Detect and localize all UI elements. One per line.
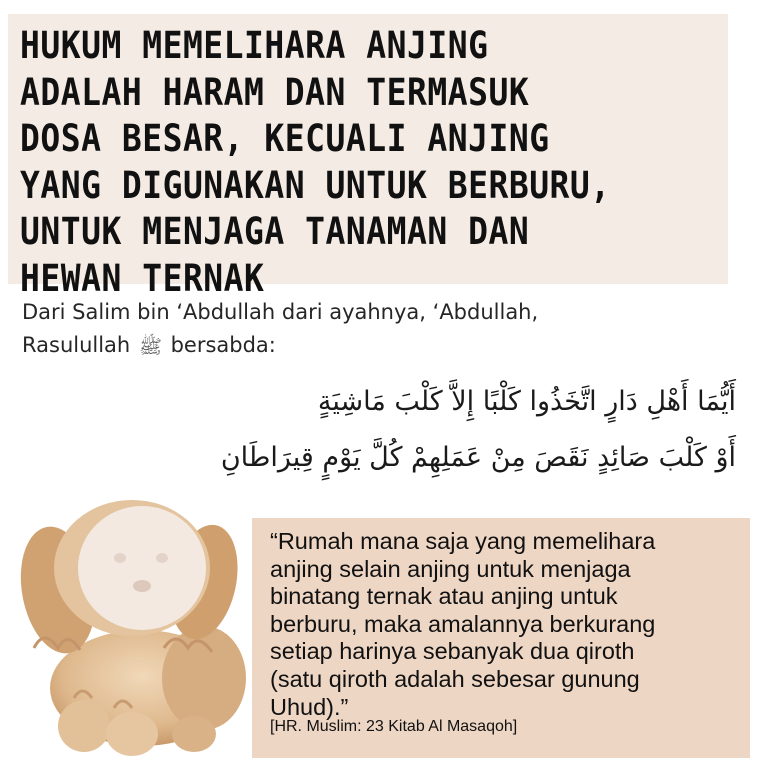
hadith-translation bbox=[270, 528, 748, 721]
headline-line: YANG DIGUNAKAN UNTUK BERBURU, bbox=[20, 162, 611, 207]
headline-line: DOSA BESAR, KECUALI ANJING bbox=[20, 116, 550, 160]
quote-line: “Rumah mana saja yang memelihara bbox=[270, 528, 656, 554]
headline-line: ADALAH HARAM DAN TERMASUK bbox=[20, 69, 530, 114]
hadith-citation: [HR. Muslim: 23 Kitab Al Masaqoh] bbox=[270, 718, 518, 735]
headline-line: HEWAN TERNAK bbox=[20, 255, 265, 300]
quote-line: setiap harinya sebanyak dua qiroth bbox=[270, 638, 635, 665]
quote-line: binatang ternak atau anjing untuk bbox=[270, 583, 618, 610]
headline-title bbox=[20, 22, 732, 301]
intro-line-1: Dari Salim bin ‘Abdullah dari ayahnya, ‘Abdullah, bbox=[22, 300, 539, 324]
headline-line: UNTUK MENJAGA TANAMAN DAN bbox=[20, 209, 530, 253]
arabic-line-1: أَيُّمَا أَهْلِ دَارٍ اتَّخَذُوا كَلْبًا إِلاَّ كَلْبَ مَاشِيَةٍ bbox=[317, 386, 736, 417]
puppy-icon bbox=[14, 498, 254, 760]
intro-bersabda: bersabda: bbox=[170, 333, 276, 357]
intro-line-2 bbox=[22, 329, 722, 364]
quote-line: anjing selain anjing untuk menjaga bbox=[270, 555, 631, 582]
hadith-intro bbox=[22, 296, 722, 364]
intro-rasulullah: Rasulullah bbox=[22, 333, 131, 357]
salawat-symbol: ﷺ bbox=[138, 336, 162, 358]
arabic-hadith bbox=[60, 374, 736, 486]
quote-line: Uhud).” bbox=[270, 693, 349, 720]
arabic-line-2: أَوْ كَلْبَ صَائِدٍ نَقَصَ مِنْ عَمَلِهِمْ كُلَّ يَوْمٍ قِيرَاطَانِ bbox=[220, 442, 736, 473]
headline-line: HUKUM MEMELIHARA ANJING bbox=[20, 23, 489, 67]
puppy-illustration bbox=[14, 498, 254, 760]
quote-line: (satu qiroth adalah sebesar gunung bbox=[270, 665, 640, 692]
quote-line: berburu, maka amalannya berkurang bbox=[270, 610, 656, 637]
